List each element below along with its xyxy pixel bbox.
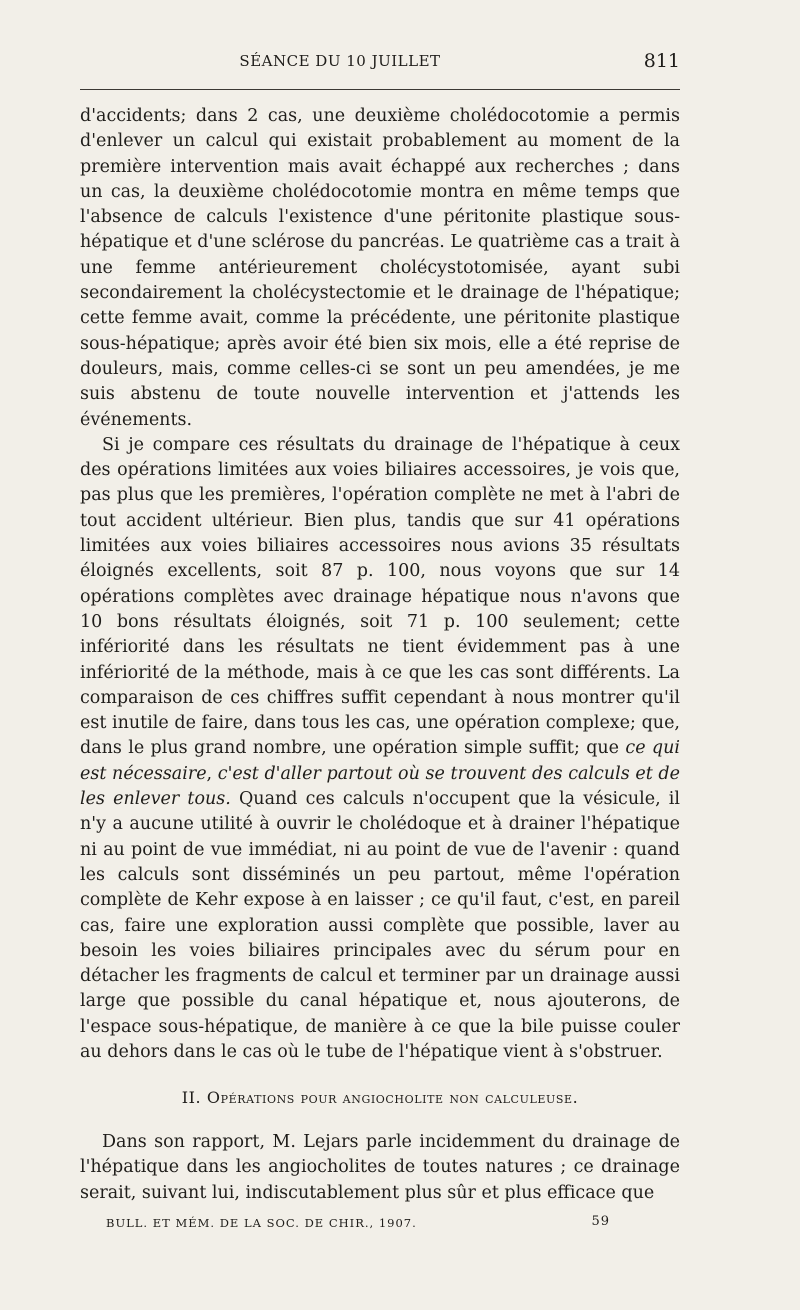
paragraph-1: d'accidents; dans 2 cas, une deuxième cholédocotomie a permis d'enlever un calcul qui existait probablement au moment de la première intervention mais avait échappé aux recherches ; dans un cas, la deuxième cholédocotomie montra en même temps que l'absence de calculs l'existence d'une péritonite plastique sous-hépatique et d'une sclérose du pancréas. Le quatrième cas a trait à une femme antérieurement cholécystotomisée, ayant subi secondairement la cholécystectomie et le drainage de l'hépatique; cette femme avait, comme la précédente, une péritonite plastique sous-hépatique; après avoir été bien six mois, elle a été reprise de douleurs, mais, comme celles-ci se sont un peu amendées, je me suis abstenu de toute nouvelle intervention et j'attends les événements. <box>80 106 680 430</box>
section-title: Opérations pour angiocholite non calculeuse. <box>206 1088 579 1107</box>
page-footer <box>80 1212 680 1236</box>
section-text <box>80 1130 680 1206</box>
signature-mark: 59 <box>591 1214 610 1229</box>
header-rule <box>80 89 680 90</box>
paragraph-2-italic-1: ce qui est nécessaire <box>80 738 680 784</box>
running-header <box>80 46 680 78</box>
paragraph-2-start: Si je compare ces résultats du drainage de l'hépatique à ceux des opérations limitées aux voies biliaires accessoires, je vois que, pas plus que les premières, l'opération complète ne met à l'abri de tout accident ultérieur. Bien plus, tandis que sur 41 opérations limitées aux voies biliaires accessoires nous avions 35 résultats éloignés excellents, soit 87 p. 100, nous voyons que sur 14 opérations complètes avec drainage hépatique nous n'avons que 10 bons résultats éloignés, soit 71 p. 100 seulement; cette infériorité dans les résultats ne tient évidemment pas à une infériorité de la méthode, mais à ce que les cas sont différents. La comparaison de ces chiffres suffit cependant à nous montrer qu'il est inutile de faire, dans tous les cas, une opération complexe; que, dans le plus grand nombre, une opération simple suffit; que <box>80 434 680 759</box>
running-title: SÉANCE DU 10 JUILLET <box>239 52 441 70</box>
paragraph-2 <box>80 433 680 1065</box>
section-heading <box>80 1088 680 1107</box>
paragraph-2-mid: , <box>206 763 218 784</box>
page-number: 811 <box>643 50 680 72</box>
paragraph-2-italic-2: c'est d'aller partout où se trouvent des calculs et de les enlever tous. <box>80 763 680 810</box>
section-paragraph-1: Dans son rapport, M. Lejars parle incidemment du drainage de l'hépatique dans les angiocholites de toutes natures ; ce drainage serait, suivant lui, indiscutablement plus sûr et plus efficace que <box>80 1132 680 1203</box>
journal-reference: BULL. ET MÉM. DE LA SOC. DE CHIR., 1907. <box>106 1216 417 1230</box>
section-number: II. <box>181 1088 202 1107</box>
paragraph-2-end: Quand ces calculs n'occupent que la vésicule, il n'y a aucune utilité à ouvrir le cholédoque et à drainer l'hépatique ni au point de vue immédiat, ni au point de vue de l'avenir : quand les calculs sont disséminés un peu partout, même l'opération complète de Kehr expose à en laisser ; ce qu'il faut, c'est, en pareil cas, faire une exploration aussi complète que possible, laver au besoin les voies biliaires principales avec du sérum pour en détacher les fragments de calcul et terminer par un drainage aussi large que possible du canal hépatique et, nous ajouterons, de l'espace sous-hépatique, de manière à ce que la bile puisse couler au dehors dans le cas où le tube de l'hépatique vient à s'obstruer. <box>80 789 680 1062</box>
main-text <box>80 104 680 1065</box>
